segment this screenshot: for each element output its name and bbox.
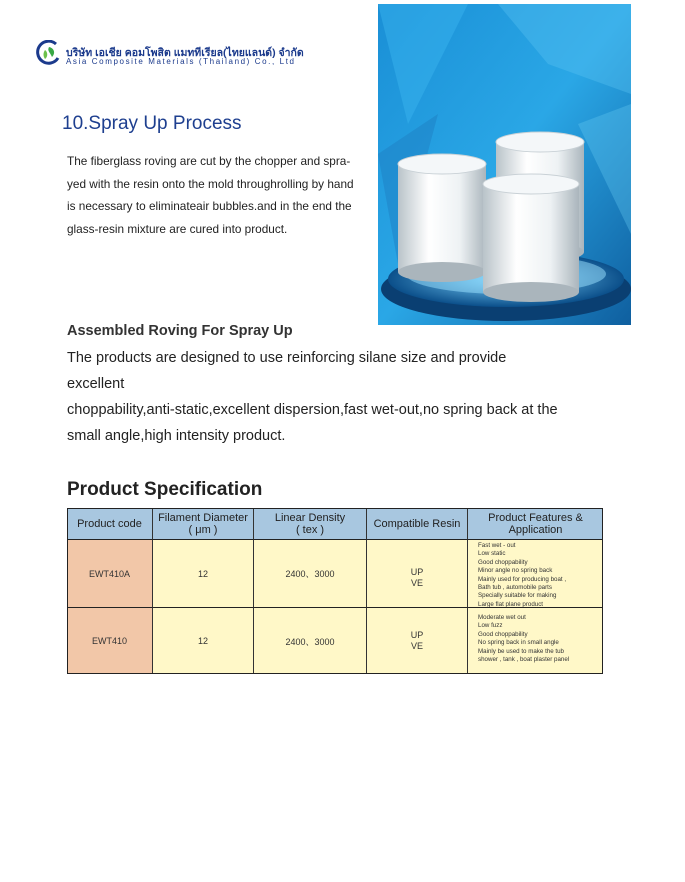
row-product-code: EWT410A (67, 540, 153, 608)
row-features (468, 608, 603, 674)
header-compatible-resin: Compatible Resin (367, 508, 468, 540)
header-linear-density (254, 508, 367, 540)
feature-item: Bath tub , automobile parts (478, 584, 552, 592)
resin-up: UP (410, 566, 424, 577)
intro-line: The fiberglass roving are cut by the chopper and spra- (67, 154, 351, 168)
roving-line: The products are designed to use reinforcing silane size and provide excellent (67, 350, 507, 392)
header-filament-label: Filament Diameter (158, 511, 248, 524)
feature-item: shower , tank , boat plaster panel (478, 656, 570, 664)
section-title: 10.Spray Up Process (62, 113, 242, 134)
spec-table (67, 508, 603, 674)
feature-item: Large flat plane product (478, 600, 544, 608)
row-product-code: EWT410 (67, 608, 153, 674)
intro-paragraph (67, 150, 377, 240)
feature-item: Specially suitable for making (478, 592, 557, 600)
header-density-label: Linear Density (274, 511, 346, 524)
header-density-unit: ( tex ) (295, 523, 325, 536)
feature-item: Moderate wet out (478, 614, 526, 621)
header-product-code: Product code (67, 508, 153, 540)
row-features (468, 540, 603, 608)
spec-heading: Product Specification (67, 479, 263, 500)
feature-item: Mainly used for producing boat , (478, 575, 567, 583)
feature-item: Mainly be used to make the tub (478, 647, 564, 655)
feature-item: No spring back in small angle (478, 639, 559, 647)
row-filament: 12 (153, 540, 254, 608)
header-filament-diameter (153, 508, 254, 540)
header-features-label: Product Features & (488, 511, 583, 524)
company-logo-icon (36, 40, 62, 66)
roving-spools-image (378, 4, 631, 325)
row-density: 2400、3000 (254, 540, 367, 608)
resin-ve: VE (410, 577, 423, 588)
roving-line: choppability,anti-static,excellent dispersion,fast wet-out,no spring back at the (67, 402, 558, 418)
roving-description (67, 345, 567, 449)
header-features-label-2: Application (508, 523, 563, 536)
roving-heading: Assembled Roving For Spray Up (67, 323, 293, 339)
row-filament: 12 (153, 608, 254, 674)
intro-line: yed with the resin onto the mold throughrolling by hand (67, 176, 354, 191)
feature-item: Low static (478, 550, 506, 558)
company-name-thai: บริษัท เอเชีย คอมโพสิต แมททีเรียล(ไทยแลนด์) จำกัด (66, 47, 304, 59)
header-filament-unit: ( μm ) (188, 523, 218, 536)
feature-item: Good choppability (478, 630, 528, 638)
feature-item: Good choppability (478, 558, 528, 566)
feature-item: Fast wet - out (478, 542, 516, 549)
resin-up: UP (410, 630, 424, 640)
header-product-features (468, 508, 603, 540)
intro-line: is necessary to eliminateair bubbles.and in the end the (67, 199, 352, 213)
intro-line: glass-resin mixture are cured into product. (67, 221, 288, 236)
roving-line: small angle,high intensity product. (67, 428, 286, 444)
feature-item: Minor angle no spring back (478, 567, 553, 575)
resin-ve: VE (410, 641, 423, 651)
row-density: 2400、3000 (254, 608, 367, 674)
company-name-english: Asia Composite Materials (Thailand) Co., Ltd (66, 57, 296, 66)
feature-item: Low fuzz (478, 622, 503, 630)
row-resin (367, 608, 468, 674)
row-resin (367, 540, 468, 608)
